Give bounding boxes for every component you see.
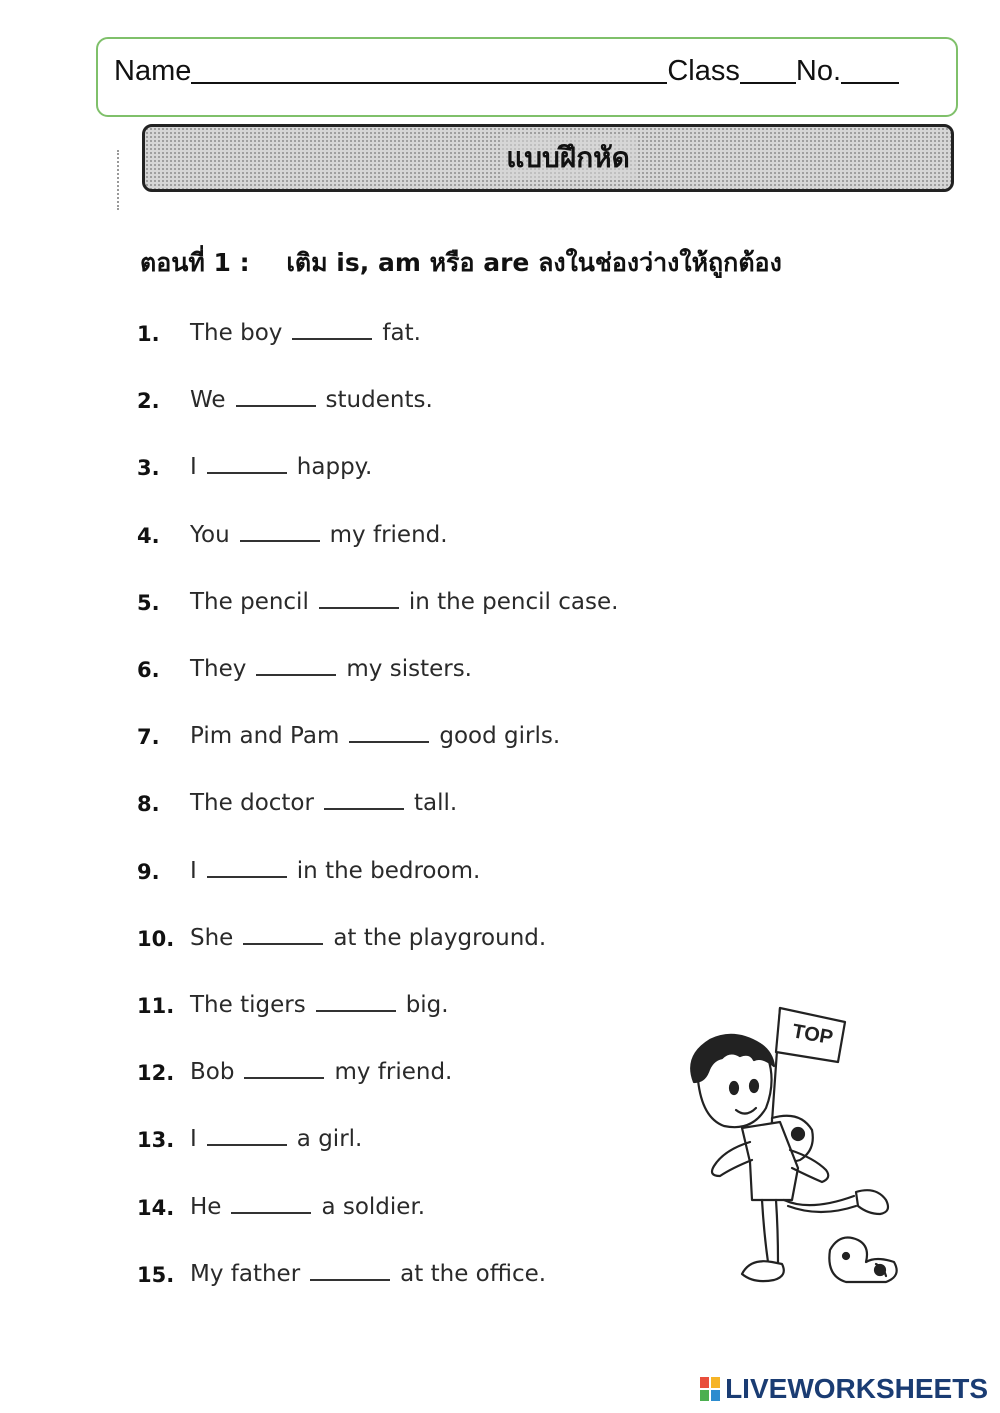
- question-item: [137, 776, 457, 816]
- question-text-after: a girl.: [296, 1126, 363, 1153]
- question-text-after: my friend.: [329, 521, 448, 548]
- question-item: [137, 978, 449, 1018]
- question-item: [137, 508, 448, 548]
- question-number: 11.: [137, 994, 175, 1018]
- question-text-after: students.: [325, 387, 433, 414]
- footer-branding: [699, 1373, 988, 1405]
- student-info-box: [96, 37, 958, 117]
- answer-blank[interactable]: [349, 740, 429, 743]
- question-text-before: I: [190, 857, 197, 884]
- question-text-before: You: [190, 521, 230, 548]
- question-text-before: We: [190, 387, 226, 414]
- answer-blank[interactable]: [243, 942, 323, 945]
- question-item: [137, 306, 421, 346]
- answer-blank[interactable]: [324, 807, 404, 810]
- question-number: 4.: [137, 523, 160, 548]
- question-text-after: big.: [405, 992, 449, 1018]
- question-text-after: a soldier.: [321, 1193, 426, 1220]
- class-label: Class: [667, 55, 740, 87]
- answer-blank[interactable]: [316, 1009, 396, 1012]
- question-number: 2.: [137, 389, 160, 414]
- question-item: [137, 1180, 425, 1220]
- question-number: 7.: [137, 725, 160, 750]
- instruction-part-label: ตอนที่ 1 :: [140, 248, 250, 277]
- question-text-before: The tigers: [190, 992, 306, 1018]
- question-item: [137, 440, 372, 480]
- class-field[interactable]: [740, 56, 796, 84]
- answer-blank[interactable]: [319, 606, 399, 609]
- answer-blank[interactable]: [236, 404, 316, 407]
- answer-blank[interactable]: [310, 1278, 390, 1281]
- question-text-before: He: [190, 1193, 222, 1220]
- flag-text: TOP: [790, 1020, 835, 1050]
- footer-brand-text: LIVEWORKSHEETS: [725, 1373, 988, 1404]
- question-text-before: Bob: [190, 1059, 235, 1086]
- question-number: 12.: [137, 1061, 175, 1086]
- question-text-before: They: [190, 656, 247, 682]
- answer-blank[interactable]: [292, 337, 372, 340]
- question-text-before: The pencil: [190, 588, 309, 615]
- answer-blank[interactable]: [240, 539, 320, 542]
- question-number: 3.: [137, 456, 160, 481]
- answer-blank[interactable]: [256, 673, 336, 676]
- question-item: [137, 642, 472, 682]
- question-text-after: good girls.: [439, 723, 561, 750]
- title-banner: [142, 124, 954, 192]
- scan-margin-marks: [117, 150, 121, 210]
- name-field[interactable]: [191, 56, 667, 84]
- answer-blank[interactable]: [244, 1076, 324, 1079]
- question-number: 10.: [137, 926, 175, 951]
- question-item: [137, 844, 480, 884]
- question-item: [137, 1045, 452, 1085]
- question-text-before: She: [190, 924, 234, 951]
- question-text-after: in the bedroom.: [296, 857, 481, 884]
- question-text-before: I: [190, 454, 197, 481]
- question-number: 14.: [137, 1195, 175, 1220]
- answer-blank[interactable]: [207, 1143, 287, 1146]
- name-label: Name: [114, 55, 192, 87]
- boy-with-flag-illustration: [680, 1000, 910, 1300]
- question-text-after: at the office.: [400, 1260, 547, 1287]
- question-text-before: My father: [190, 1260, 301, 1287]
- question-text-after: happy.: [296, 454, 373, 481]
- question-number: 13.: [137, 1128, 175, 1153]
- question-text-before: The doctor: [190, 790, 314, 817]
- answer-blank[interactable]: [207, 875, 287, 878]
- question-text-after: in the pencil case.: [408, 588, 619, 615]
- question-number: 5.: [137, 590, 160, 615]
- question-text-after: at the playground.: [333, 924, 547, 951]
- question-number: 8.: [137, 792, 160, 817]
- question-number: 15.: [137, 1262, 175, 1287]
- question-item: [137, 1247, 546, 1287]
- page-title: แบบฝึกหัด: [500, 136, 636, 180]
- question-text-after: fat.: [382, 320, 421, 346]
- question-text-before: I: [190, 1126, 197, 1153]
- question-item: [137, 373, 433, 413]
- answer-blank[interactable]: [207, 471, 287, 474]
- student-info-row: [114, 55, 899, 88]
- answer-blank[interactable]: [231, 1211, 311, 1214]
- question-item: [137, 709, 560, 749]
- question-number: 1.: [137, 322, 160, 346]
- question-number: 9.: [137, 859, 160, 884]
- question-number: 6.: [137, 658, 160, 682]
- question-text-before: Pim and Pam: [190, 723, 340, 750]
- number-field[interactable]: [841, 56, 899, 84]
- question-item: [137, 911, 546, 951]
- question-text-after: tall.: [413, 790, 458, 817]
- number-label: No.: [795, 55, 842, 87]
- question-text-after: my sisters.: [346, 656, 472, 682]
- instruction: [140, 243, 782, 283]
- question-text-after: my friend.: [334, 1059, 453, 1086]
- instruction-text: เติม is, am หรือ are ลงในช่องว่างให้ถูกต้อง: [286, 248, 782, 277]
- question-item: [137, 1112, 362, 1152]
- question-text-before: The boy: [190, 320, 283, 346]
- liveworksheets-logo-icon: [699, 1376, 721, 1402]
- question-item: [137, 575, 618, 615]
